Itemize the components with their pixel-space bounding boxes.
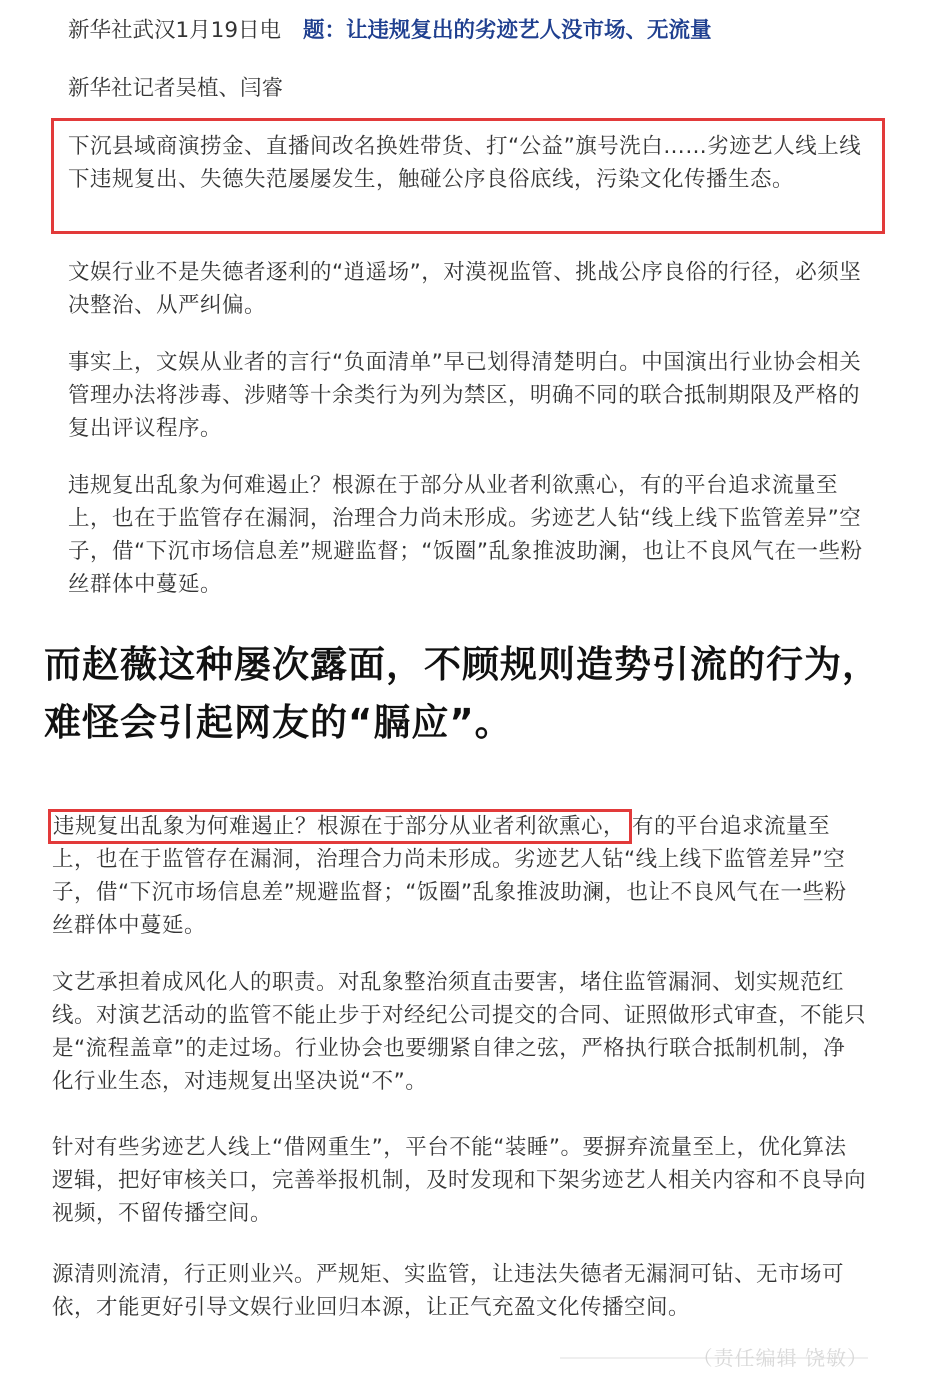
- highlight-box-inline: 违规复出乱象为何难遏止？根源在于部分从业者利欲熏心，: [48, 809, 632, 844]
- commentary-text: 而赵薇这种屡次露面，不顾规则造势引流的行为，难怪会引起网友的“膈应”。: [44, 643, 880, 744]
- intro-paragraph: 下沉县域商演捞金、直播间改名换姓带货、打“公益”旗号洗白……劣迹艺人线上线下违规复出、失德失范屡屡发生，触碰公序良俗底线，污染文化传播生态。: [68, 134, 862, 192]
- paragraph-why-hard-to-stop: 违规复出乱象为何难遏止？根源在于部分从业者利欲熏心，有的平台追求流量至上，也在于监管存在漏洞，治理合力尚未形成。劣迹艺人钻“线上线下监管差异”空子，借“下沉市场信息差”规避监督；“饭圈”乱象推波助澜，也让不良风气在一些粉丝群体中蔓延。: [68, 473, 863, 597]
- paragraph-entertainment-industry: 文娱行业不是失德者逐利的“逍遥场”，对漠视监管、挑战公序良俗的行径，必须坚决整治、从严纠偏。: [68, 260, 862, 318]
- paragraph-platform-duty: 针对有些劣迹艺人线上“借网重生”，平台不能“装睡”。要摒弃流量至上，优化算法逻辑，把好审核关口，完善举报机制，及时发现和下架劣迹艺人相关内容和不良导向视频，不留传播空间。: [52, 1135, 867, 1226]
- paragraph-culture-responsibility: 文艺承担着成风化人的职责。对乱象整治须直击要害，堵住监管漏洞、划实规范红线。对演艺活动的监管不能止步于对经纪公司提交的合同、证照做形式审查，不能只是“流程盖章”的走过场。行业协会也要绷紧自律之弦，严格执行联合抵制机制，净化行业生态，对违规复出坚决说“不”。: [52, 970, 867, 1094]
- paragraph-negative-list: 事实上，文娱从业者的言行“负面清单”早已划得清楚明白。中国演出行业协会相关管理办法将涉毒、涉赌等十余类行为列为禁区，明确不同的联合抵制期限及严格的复出评议程序。: [68, 350, 862, 441]
- dateline: 新华社武汉1月19日电: [68, 18, 282, 43]
- article-title: 题：让违规复出的劣迹艺人没市场、无流量: [303, 18, 712, 43]
- paragraph-conclusion: 源清则流清，行正则业兴。严规矩、实监管，让违法失德者无漏洞可钻、无市场可依，才能更好引导文娱行业回归本源，让正气充盈文化传播空间。: [52, 1262, 845, 1320]
- editor-watermark: （责任编辑 饶敏）: [692, 1346, 868, 1370]
- byline: 新华社记者吴植、闫睿: [68, 76, 284, 101]
- headline-row: [68, 14, 712, 47]
- paragraph-why-hard-to-stop-repeat: [52, 810, 867, 942]
- paragraph-rest: 有的平台追求流量至上，也在于监管存在漏洞，治理合力尚未形成。劣迹艺人钻“线上线下监管差异”空子，借“下沉市场信息差”规避监督；“饭圈”乱象推波助澜，也让不良风气在一些粉丝群体中蔓延。: [52, 814, 847, 938]
